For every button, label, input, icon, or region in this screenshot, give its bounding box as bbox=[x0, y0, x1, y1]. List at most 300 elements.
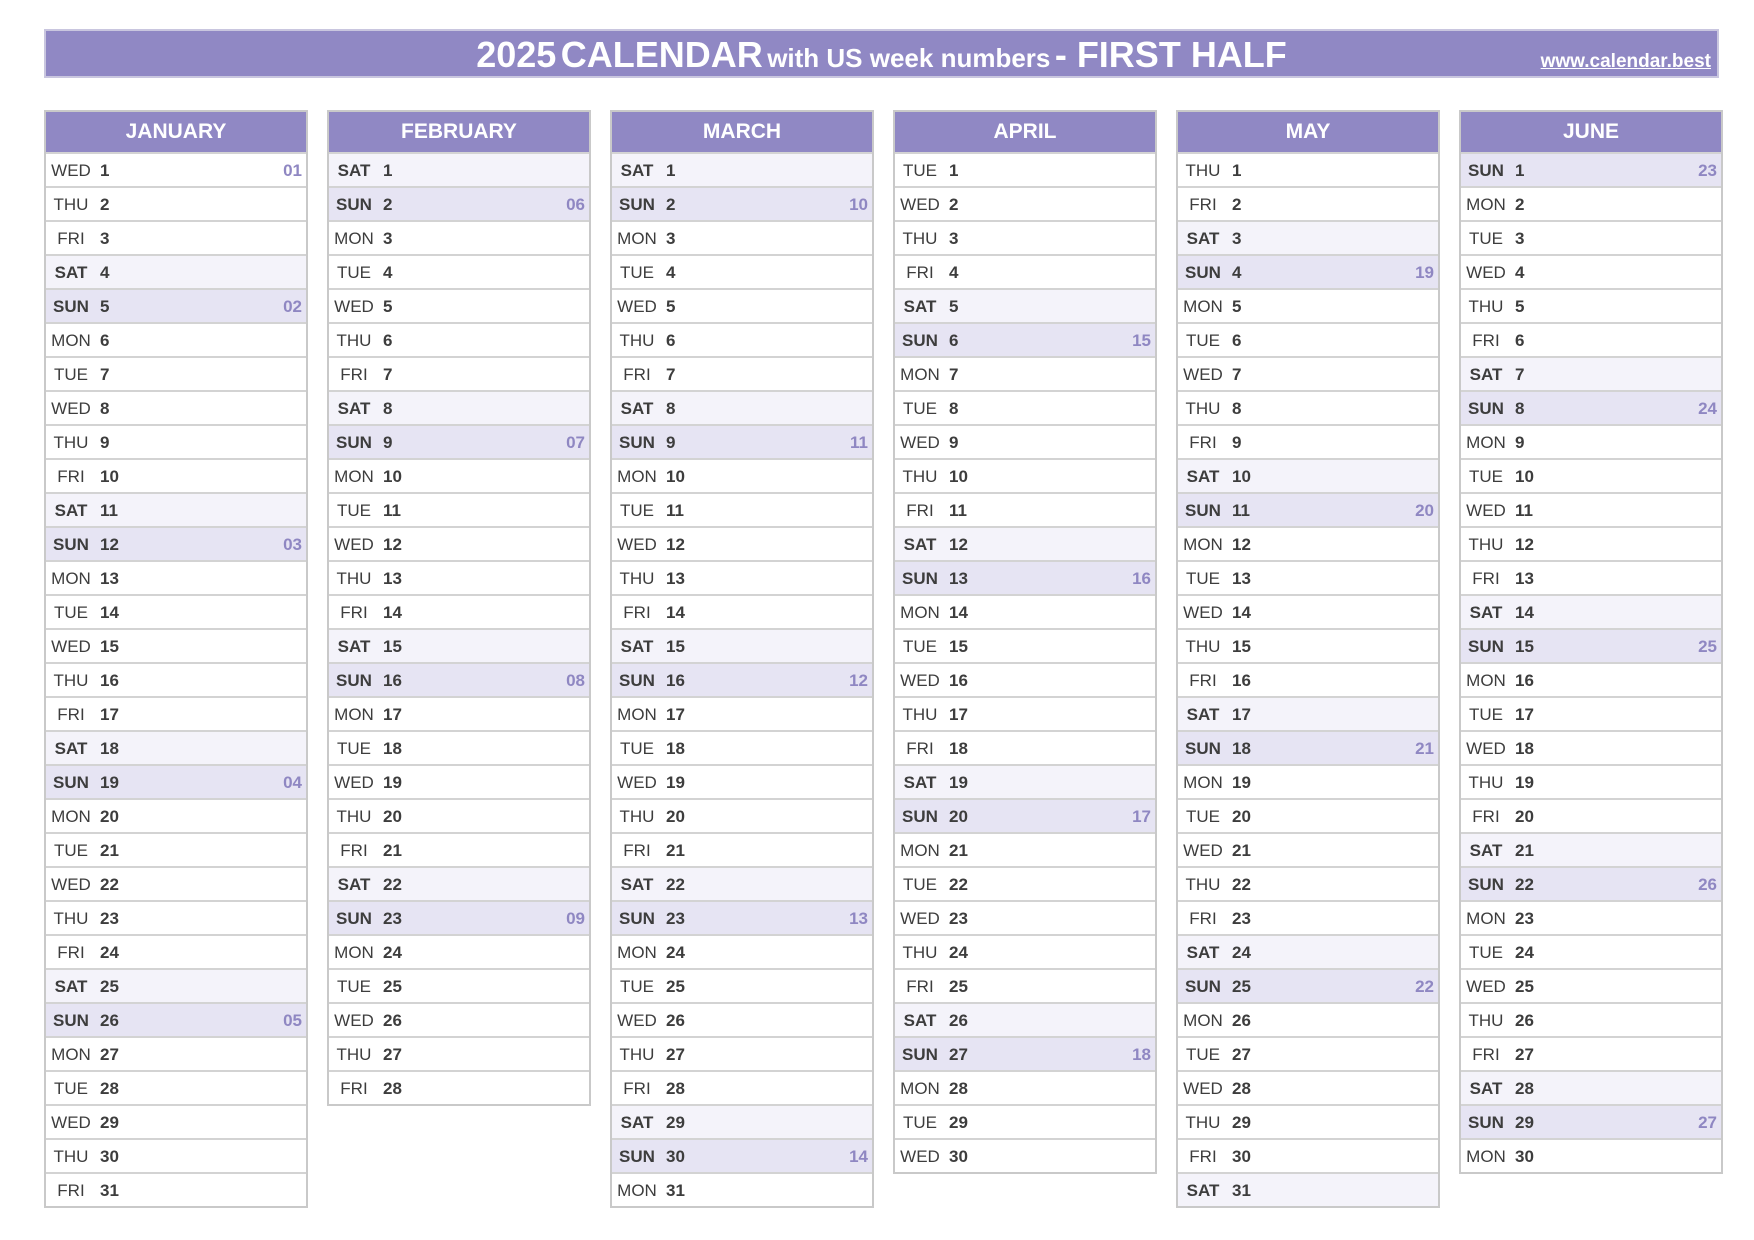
day-number: 23 bbox=[100, 909, 119, 928]
day-number: 7 bbox=[949, 365, 959, 384]
day-number: 30 bbox=[1232, 1147, 1251, 1166]
day-row bbox=[46, 458, 306, 492]
weekday-label: SUN bbox=[1185, 977, 1221, 996]
day-row bbox=[1461, 390, 1721, 424]
day-row bbox=[46, 186, 306, 220]
weekday-label: TUE bbox=[903, 161, 937, 180]
day-row bbox=[612, 458, 872, 492]
weekday-label: WED bbox=[51, 1113, 91, 1132]
weekday-label: THU bbox=[336, 1045, 372, 1064]
weekday-label: TUE bbox=[54, 603, 88, 622]
weekday-label: SUN bbox=[336, 433, 372, 452]
day-row bbox=[1178, 1002, 1438, 1036]
day-row bbox=[46, 424, 306, 458]
weekday-label: SUN bbox=[902, 569, 938, 588]
day-row bbox=[1178, 866, 1438, 900]
day-row bbox=[1178, 832, 1438, 866]
day-number: 13 bbox=[666, 569, 685, 588]
weekday-label: MON bbox=[617, 229, 657, 248]
day-row bbox=[1461, 628, 1721, 662]
day-row bbox=[895, 1070, 1155, 1104]
week-number: 01 bbox=[283, 161, 302, 180]
day-row bbox=[1461, 220, 1721, 254]
day-row bbox=[46, 594, 306, 628]
day-row bbox=[46, 866, 306, 900]
month-february bbox=[327, 110, 591, 1106]
title-banner bbox=[44, 29, 1719, 78]
day-number: 13 bbox=[1232, 569, 1251, 588]
day-number: 16 bbox=[100, 671, 119, 690]
day-row bbox=[895, 628, 1155, 662]
day-number: 30 bbox=[666, 1147, 685, 1166]
day-number: 12 bbox=[949, 535, 968, 554]
day-row bbox=[46, 798, 306, 832]
day-number: 1 bbox=[1232, 161, 1242, 180]
day-number: 2 bbox=[1232, 195, 1242, 214]
day-number: 17 bbox=[1232, 705, 1251, 724]
title-half-label: - FIRST HALF bbox=[1054, 34, 1287, 75]
day-number: 23 bbox=[666, 909, 685, 928]
weekday-label: SUN bbox=[1468, 161, 1504, 180]
day-row bbox=[1178, 968, 1438, 1002]
weekday-label: FRI bbox=[340, 1079, 368, 1098]
day-row bbox=[46, 390, 306, 424]
weekday-label: SAT bbox=[54, 263, 88, 282]
day-row bbox=[1461, 254, 1721, 288]
day-number: 1 bbox=[383, 161, 393, 180]
day-number: 12 bbox=[1232, 535, 1251, 554]
month-may bbox=[1176, 110, 1440, 1208]
day-number: 12 bbox=[1515, 535, 1534, 554]
day-row bbox=[1178, 764, 1438, 798]
weekday-label: FRI bbox=[57, 943, 85, 962]
day-number: 26 bbox=[949, 1011, 968, 1030]
week-number: 02 bbox=[283, 297, 302, 316]
weekday-label: WED bbox=[51, 399, 91, 418]
day-number: 17 bbox=[100, 705, 119, 724]
month-header: MAY bbox=[1178, 112, 1438, 152]
day-row bbox=[46, 764, 306, 798]
day-number: 6 bbox=[949, 331, 959, 350]
day-row bbox=[46, 254, 306, 288]
weekday-label: TUE bbox=[337, 977, 371, 996]
day-number: 30 bbox=[1515, 1147, 1534, 1166]
weekday-label: WED bbox=[334, 535, 374, 554]
title-year: 2025 bbox=[476, 34, 557, 75]
day-row bbox=[46, 322, 306, 356]
week-number: 16 bbox=[1132, 569, 1151, 588]
weekday-label: THU bbox=[1185, 637, 1221, 656]
day-number: 29 bbox=[666, 1113, 685, 1132]
day-number: 3 bbox=[100, 229, 110, 248]
day-row bbox=[329, 288, 589, 322]
weekday-label: SAT bbox=[337, 399, 371, 418]
day-number: 7 bbox=[666, 365, 676, 384]
weekday-label: THU bbox=[619, 807, 655, 826]
day-number: 26 bbox=[1232, 1011, 1251, 1030]
day-row bbox=[1461, 1070, 1721, 1104]
day-number: 5 bbox=[1515, 297, 1525, 316]
day-row bbox=[612, 900, 872, 934]
weekday-label: WED bbox=[1466, 263, 1506, 282]
day-row bbox=[1178, 220, 1438, 254]
weekday-label: TUE bbox=[903, 875, 937, 894]
day-number: 14 bbox=[949, 603, 968, 622]
day-row bbox=[895, 526, 1155, 560]
day-number: 19 bbox=[949, 773, 968, 792]
day-row bbox=[1178, 662, 1438, 696]
weekday-label: THU bbox=[1185, 399, 1221, 418]
weekday-label: MON bbox=[1183, 773, 1223, 792]
day-row bbox=[1178, 934, 1438, 968]
weekday-label: SAT bbox=[337, 161, 371, 180]
weekday-label: SAT bbox=[54, 739, 88, 758]
weekday-label: SAT bbox=[903, 1011, 937, 1030]
weekday-label: WED bbox=[617, 297, 657, 316]
weekday-label: WED bbox=[617, 1011, 657, 1030]
day-row bbox=[895, 560, 1155, 594]
day-number: 15 bbox=[1232, 637, 1251, 656]
weekday-label: TUE bbox=[903, 399, 937, 418]
day-number: 21 bbox=[1515, 841, 1534, 860]
weekday-label: FRI bbox=[340, 603, 368, 622]
day-row bbox=[1178, 390, 1438, 424]
day-number: 5 bbox=[383, 297, 393, 316]
day-row bbox=[1178, 1070, 1438, 1104]
day-number: 31 bbox=[666, 1181, 685, 1200]
week-number: 15 bbox=[1132, 331, 1151, 350]
weekday-label: THU bbox=[619, 569, 655, 588]
weekday-label: THU bbox=[1468, 1011, 1504, 1030]
weekday-label: SUN bbox=[53, 297, 89, 316]
day-number: 24 bbox=[1515, 943, 1534, 962]
day-number: 24 bbox=[949, 943, 968, 962]
weekday-label: TUE bbox=[337, 501, 371, 520]
weekday-label: SUN bbox=[902, 807, 938, 826]
weekday-label: MON bbox=[1183, 1011, 1223, 1030]
day-row bbox=[1461, 696, 1721, 730]
weekday-label: SUN bbox=[1185, 263, 1221, 282]
weekday-label: FRI bbox=[1472, 331, 1500, 350]
weekday-label: SAT bbox=[1186, 1181, 1220, 1200]
day-number: 14 bbox=[383, 603, 402, 622]
day-row bbox=[1461, 322, 1721, 356]
weekday-label: TUE bbox=[337, 739, 371, 758]
day-row bbox=[1178, 322, 1438, 356]
day-number: 11 bbox=[100, 501, 118, 520]
day-number: 21 bbox=[100, 841, 119, 860]
weekday-label: SAT bbox=[1186, 943, 1220, 962]
weekday-label: WED bbox=[1466, 739, 1506, 758]
day-row bbox=[329, 798, 589, 832]
weekday-label: WED bbox=[1183, 841, 1223, 860]
day-number: 11 bbox=[666, 501, 684, 520]
weekday-label: SAT bbox=[1186, 467, 1220, 486]
weekday-label: SUN bbox=[1468, 875, 1504, 894]
day-number: 16 bbox=[666, 671, 685, 690]
day-row bbox=[46, 1002, 306, 1036]
day-number: 15 bbox=[1515, 637, 1534, 656]
day-row bbox=[46, 696, 306, 730]
day-number: 24 bbox=[100, 943, 119, 962]
day-number: 2 bbox=[383, 195, 393, 214]
day-number: 1 bbox=[1515, 161, 1525, 180]
day-row bbox=[1178, 1138, 1438, 1172]
day-row bbox=[1178, 356, 1438, 390]
day-number: 11 bbox=[1232, 501, 1250, 520]
day-row bbox=[1461, 798, 1721, 832]
day-number: 18 bbox=[383, 739, 402, 758]
weekday-label: SUN bbox=[1468, 1113, 1504, 1132]
day-row bbox=[612, 662, 872, 696]
day-number: 7 bbox=[1515, 365, 1525, 384]
day-row bbox=[46, 730, 306, 764]
weekday-label: SAT bbox=[903, 297, 937, 316]
day-number: 4 bbox=[1515, 263, 1525, 282]
day-row bbox=[895, 254, 1155, 288]
day-row bbox=[1178, 594, 1438, 628]
weekday-label: FRI bbox=[906, 263, 934, 282]
day-row bbox=[895, 968, 1155, 1002]
day-number: 11 bbox=[949, 501, 967, 520]
day-row bbox=[329, 356, 589, 390]
week-number: 11 bbox=[850, 433, 868, 452]
day-number: 5 bbox=[1232, 297, 1242, 316]
week-number: 05 bbox=[283, 1011, 302, 1030]
day-number: 27 bbox=[1232, 1045, 1251, 1064]
day-number: 23 bbox=[949, 909, 968, 928]
day-row bbox=[612, 1172, 872, 1206]
day-row bbox=[46, 628, 306, 662]
weekday-label: TUE bbox=[1186, 569, 1220, 588]
weekday-label: TUE bbox=[1469, 705, 1503, 724]
week-number: 21 bbox=[1415, 739, 1434, 758]
week-number: 18 bbox=[1132, 1045, 1151, 1064]
weekday-label: MON bbox=[617, 705, 657, 724]
day-number: 25 bbox=[1515, 977, 1534, 996]
day-number: 6 bbox=[666, 331, 676, 350]
day-number: 9 bbox=[949, 433, 959, 452]
day-number: 9 bbox=[666, 433, 676, 452]
week-number: 20 bbox=[1415, 501, 1434, 520]
weekday-label: MON bbox=[617, 1181, 657, 1200]
weekday-label: WED bbox=[334, 773, 374, 792]
day-number: 11 bbox=[383, 501, 401, 520]
day-row bbox=[329, 628, 589, 662]
day-row bbox=[46, 1172, 306, 1206]
day-number: 16 bbox=[949, 671, 968, 690]
day-number: 13 bbox=[949, 569, 968, 588]
weekday-label: MON bbox=[1466, 1147, 1506, 1166]
weekday-label: THU bbox=[902, 229, 938, 248]
day-row bbox=[46, 526, 306, 560]
weekday-label: SUN bbox=[1185, 739, 1221, 758]
week-number: 25 bbox=[1698, 637, 1717, 656]
day-number: 21 bbox=[949, 841, 968, 860]
day-number: 1 bbox=[666, 161, 676, 180]
weekday-label: FRI bbox=[1189, 433, 1217, 452]
day-row bbox=[1178, 798, 1438, 832]
weekday-label: MON bbox=[617, 467, 657, 486]
day-number: 11 bbox=[1515, 501, 1533, 520]
weekday-label: FRI bbox=[623, 841, 651, 860]
day-row bbox=[895, 492, 1155, 526]
day-row bbox=[895, 798, 1155, 832]
day-number: 19 bbox=[666, 773, 685, 792]
day-number: 22 bbox=[1515, 875, 1534, 894]
day-number: 1 bbox=[100, 161, 110, 180]
day-number: 2 bbox=[1515, 195, 1525, 214]
day-number: 31 bbox=[100, 1181, 119, 1200]
day-row bbox=[329, 254, 589, 288]
weekday-label: FRI bbox=[340, 841, 368, 860]
weekday-label: THU bbox=[619, 1045, 655, 1064]
day-number: 1 bbox=[949, 161, 959, 180]
weekday-label: FRI bbox=[1472, 569, 1500, 588]
day-number: 22 bbox=[949, 875, 968, 894]
day-row bbox=[895, 866, 1155, 900]
weekday-label: SAT bbox=[620, 161, 654, 180]
day-number: 14 bbox=[1515, 603, 1534, 622]
day-number: 23 bbox=[383, 909, 402, 928]
day-row bbox=[46, 288, 306, 322]
weekday-label: WED bbox=[1183, 603, 1223, 622]
weekday-label: SAT bbox=[1469, 1079, 1503, 1098]
day-row bbox=[1461, 866, 1721, 900]
weekday-label: WED bbox=[900, 195, 940, 214]
month-january bbox=[44, 110, 308, 1208]
weekday-label: FRI bbox=[1189, 195, 1217, 214]
week-number: 07 bbox=[566, 433, 585, 452]
day-row bbox=[612, 866, 872, 900]
week-number: 26 bbox=[1698, 875, 1717, 894]
day-number: 16 bbox=[1232, 671, 1251, 690]
weekday-label: MON bbox=[900, 365, 940, 384]
day-row bbox=[1178, 186, 1438, 220]
day-row bbox=[1178, 254, 1438, 288]
day-row bbox=[1178, 1172, 1438, 1206]
weekday-label: SAT bbox=[54, 501, 88, 520]
weekday-label: WED bbox=[617, 535, 657, 554]
weekday-label: SAT bbox=[1186, 229, 1220, 248]
day-row bbox=[329, 696, 589, 730]
day-number: 18 bbox=[100, 739, 119, 758]
week-number: 04 bbox=[283, 773, 302, 792]
day-number: 13 bbox=[100, 569, 119, 588]
weekday-label: SUN bbox=[619, 433, 655, 452]
weekday-label: FRI bbox=[1189, 671, 1217, 690]
weekday-label: FRI bbox=[1472, 807, 1500, 826]
day-row bbox=[1461, 1138, 1721, 1172]
weekday-label: MON bbox=[334, 467, 374, 486]
weekday-label: SUN bbox=[53, 1011, 89, 1030]
day-row bbox=[329, 560, 589, 594]
week-number: 09 bbox=[566, 909, 585, 928]
weekday-label: FRI bbox=[906, 739, 934, 758]
weekday-label: THU bbox=[902, 467, 938, 486]
day-number: 14 bbox=[666, 603, 685, 622]
weekday-label: SAT bbox=[337, 875, 371, 894]
day-row bbox=[329, 1070, 589, 1104]
weekday-label: TUE bbox=[903, 637, 937, 656]
week-number: 19 bbox=[1415, 263, 1434, 282]
day-row bbox=[612, 1070, 872, 1104]
day-row bbox=[895, 220, 1155, 254]
day-number: 9 bbox=[1515, 433, 1525, 452]
day-row bbox=[612, 186, 872, 220]
day-number: 4 bbox=[666, 263, 676, 282]
day-row bbox=[329, 458, 589, 492]
weekday-label: SUN bbox=[336, 671, 372, 690]
day-number: 3 bbox=[666, 229, 676, 248]
weekday-label: MON bbox=[51, 1045, 91, 1064]
day-row bbox=[1461, 1104, 1721, 1138]
weekday-label: THU bbox=[336, 807, 372, 826]
day-row bbox=[1461, 492, 1721, 526]
day-row bbox=[329, 526, 589, 560]
day-row bbox=[895, 458, 1155, 492]
weekday-label: THU bbox=[1468, 297, 1504, 316]
day-number: 25 bbox=[100, 977, 119, 996]
day-number: 28 bbox=[949, 1079, 968, 1098]
day-row bbox=[612, 1138, 872, 1172]
day-row bbox=[46, 1036, 306, 1070]
day-number: 27 bbox=[100, 1045, 119, 1064]
day-number: 12 bbox=[666, 535, 685, 554]
weekday-label: SUN bbox=[1185, 501, 1221, 520]
day-number: 7 bbox=[383, 365, 393, 384]
week-number: 22 bbox=[1415, 977, 1434, 996]
day-number: 12 bbox=[100, 535, 119, 554]
day-row bbox=[1461, 186, 1721, 220]
day-number: 6 bbox=[383, 331, 393, 350]
day-number: 25 bbox=[949, 977, 968, 996]
day-number: 15 bbox=[383, 637, 402, 656]
weekday-label: MON bbox=[1183, 535, 1223, 554]
day-number: 14 bbox=[100, 603, 119, 622]
day-number: 10 bbox=[1515, 467, 1534, 486]
day-row bbox=[1461, 1036, 1721, 1070]
weekday-label: MON bbox=[334, 229, 374, 248]
week-number: 13 bbox=[849, 909, 868, 928]
weekday-label: WED bbox=[51, 161, 91, 180]
day-number: 8 bbox=[949, 399, 959, 418]
weekday-label: SUN bbox=[619, 671, 655, 690]
weekday-label: SAT bbox=[903, 535, 937, 554]
weekday-label: SAT bbox=[54, 977, 88, 996]
weekday-label: MON bbox=[1466, 195, 1506, 214]
weekday-label: THU bbox=[1185, 161, 1221, 180]
week-number: 06 bbox=[566, 195, 585, 214]
weekday-label: SUN bbox=[53, 535, 89, 554]
weekday-label: WED bbox=[1466, 501, 1506, 520]
day-number: 18 bbox=[949, 739, 968, 758]
day-row bbox=[612, 798, 872, 832]
day-row bbox=[46, 900, 306, 934]
day-row bbox=[895, 730, 1155, 764]
month-header: JUNE bbox=[1461, 112, 1721, 152]
day-row bbox=[46, 220, 306, 254]
day-number: 20 bbox=[666, 807, 685, 826]
day-number: 21 bbox=[1232, 841, 1251, 860]
day-number: 2 bbox=[949, 195, 959, 214]
website-link[interactable]: www.calendar.best bbox=[1540, 51, 1711, 72]
weekday-label: THU bbox=[1185, 875, 1221, 894]
day-row bbox=[1178, 424, 1438, 458]
day-number: 24 bbox=[1232, 943, 1251, 962]
day-number: 8 bbox=[383, 399, 393, 418]
weekday-label: SAT bbox=[1469, 603, 1503, 622]
